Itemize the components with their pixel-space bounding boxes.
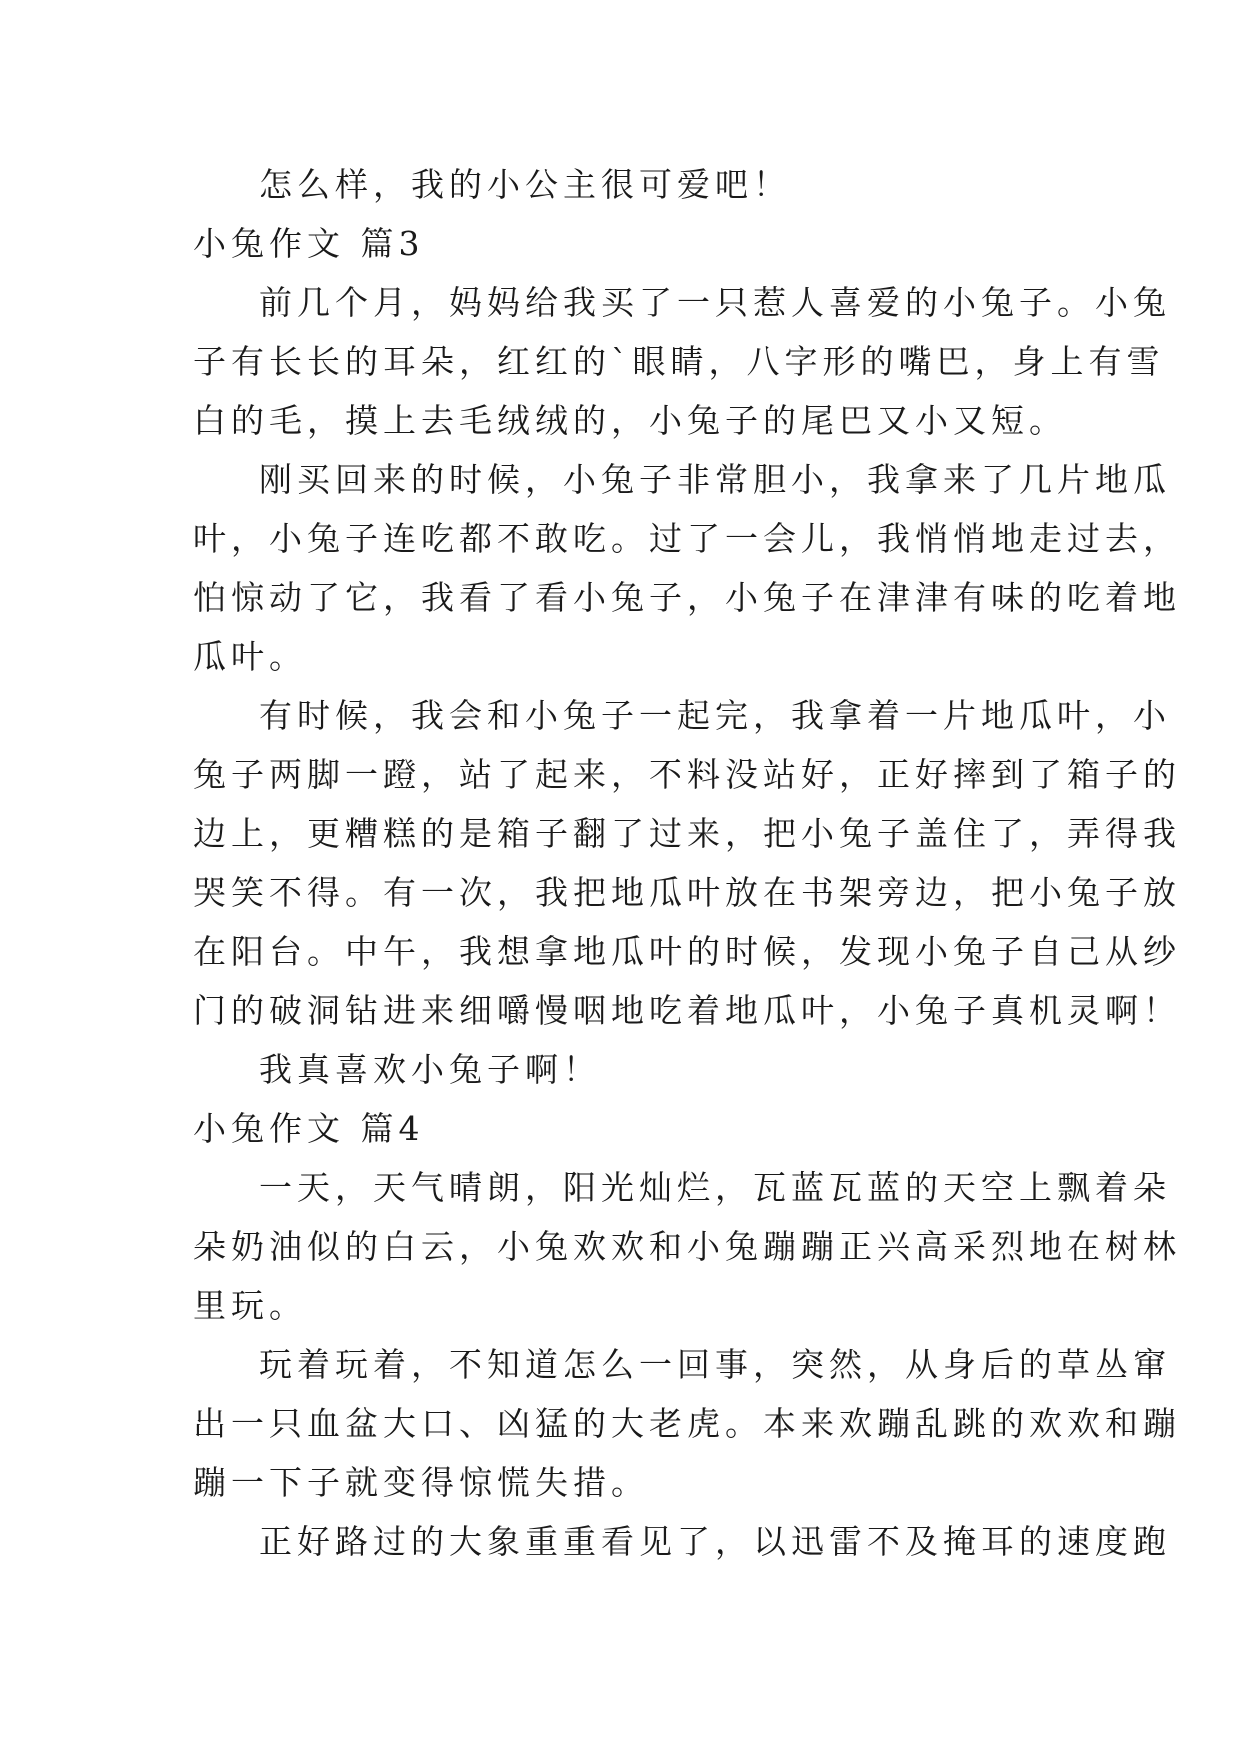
paragraph-line: 边上，更糟糕的是箱子翻了过来，把小兔子盖住了，弄得我 [193,814,1181,853]
paragraph-line: 一天，天气晴朗，阳光灿烂，瓦蓝瓦蓝的天空上飘着朵 [259,1168,1171,1207]
paragraph-line: 正好路过的大象重重看见了，以迅雷不及掩耳的速度跑 [259,1522,1171,1561]
paragraph-line: 刚买回来的时候，小兔子非常胆小，我拿来了几片地瓜 [259,460,1171,499]
section-heading: 小兔作文 篇3 [193,224,425,263]
paragraph-line: 瓜叶。 [193,637,307,676]
paragraph-line: 里玩。 [193,1286,307,1325]
paragraph-line: 在阳台。中午，我想拿地瓜叶的时候，发现小兔子自己从纱 [193,932,1181,971]
paragraph-line: 玩着玩着，不知道怎么一回事，突然，从身后的草丛窜 [259,1345,1171,1384]
document-body [193,155,1181,1571]
paragraph-line: 前几个月，妈妈给我买了一只惹人喜爱的小兔子。小兔 [259,283,1171,322]
paragraph-line: 白的毛，摸上去毛绒绒的，小兔子的尾巴又小又短。 [193,401,1067,440]
paragraph-line: 怕惊动了它，我看了看小兔子，小兔子在津津有味的吃着地 [193,578,1181,617]
paragraph-line: 叶，小兔子连吃都不敢吃。过了一会儿，我悄悄地走过去， [193,519,1181,558]
paragraph-line: 我真喜欢小兔子啊！ [259,1050,601,1089]
paragraph-line: 哭笑不得。有一次，我把地瓜叶放在书架旁边，把小兔子放 [193,873,1181,912]
paragraph-line: 朵奶油似的白云，小兔欢欢和小兔蹦蹦正兴高采烈地在树林 [193,1227,1181,1266]
paragraph-line: 门的破洞钻进来细嚼慢咽地吃着地瓜叶，小兔子真机灵啊！ [193,991,1181,1030]
section-heading: 小兔作文 篇4 [193,1109,425,1148]
paragraph-line: 子有长长的耳朵，红红的`眼睛，八字形的嘴巴，身上有雪 [193,342,1165,381]
paragraph-line: 怎么样，我的小公主很可爱吧！ [259,165,791,204]
paragraph-line: 兔子两脚一蹬，站了起来，不料没站好，正好摔到了箱子的 [193,755,1181,794]
paragraph-line: 有时候，我会和小兔子一起完，我拿着一片地瓜叶，小 [259,696,1171,735]
paragraph-line: 蹦一下子就变得惊慌失措。 [193,1463,649,1502]
paragraph-line: 出一只血盆大口、凶猛的大老虎。本来欢蹦乱跳的欢欢和蹦 [193,1404,1181,1443]
